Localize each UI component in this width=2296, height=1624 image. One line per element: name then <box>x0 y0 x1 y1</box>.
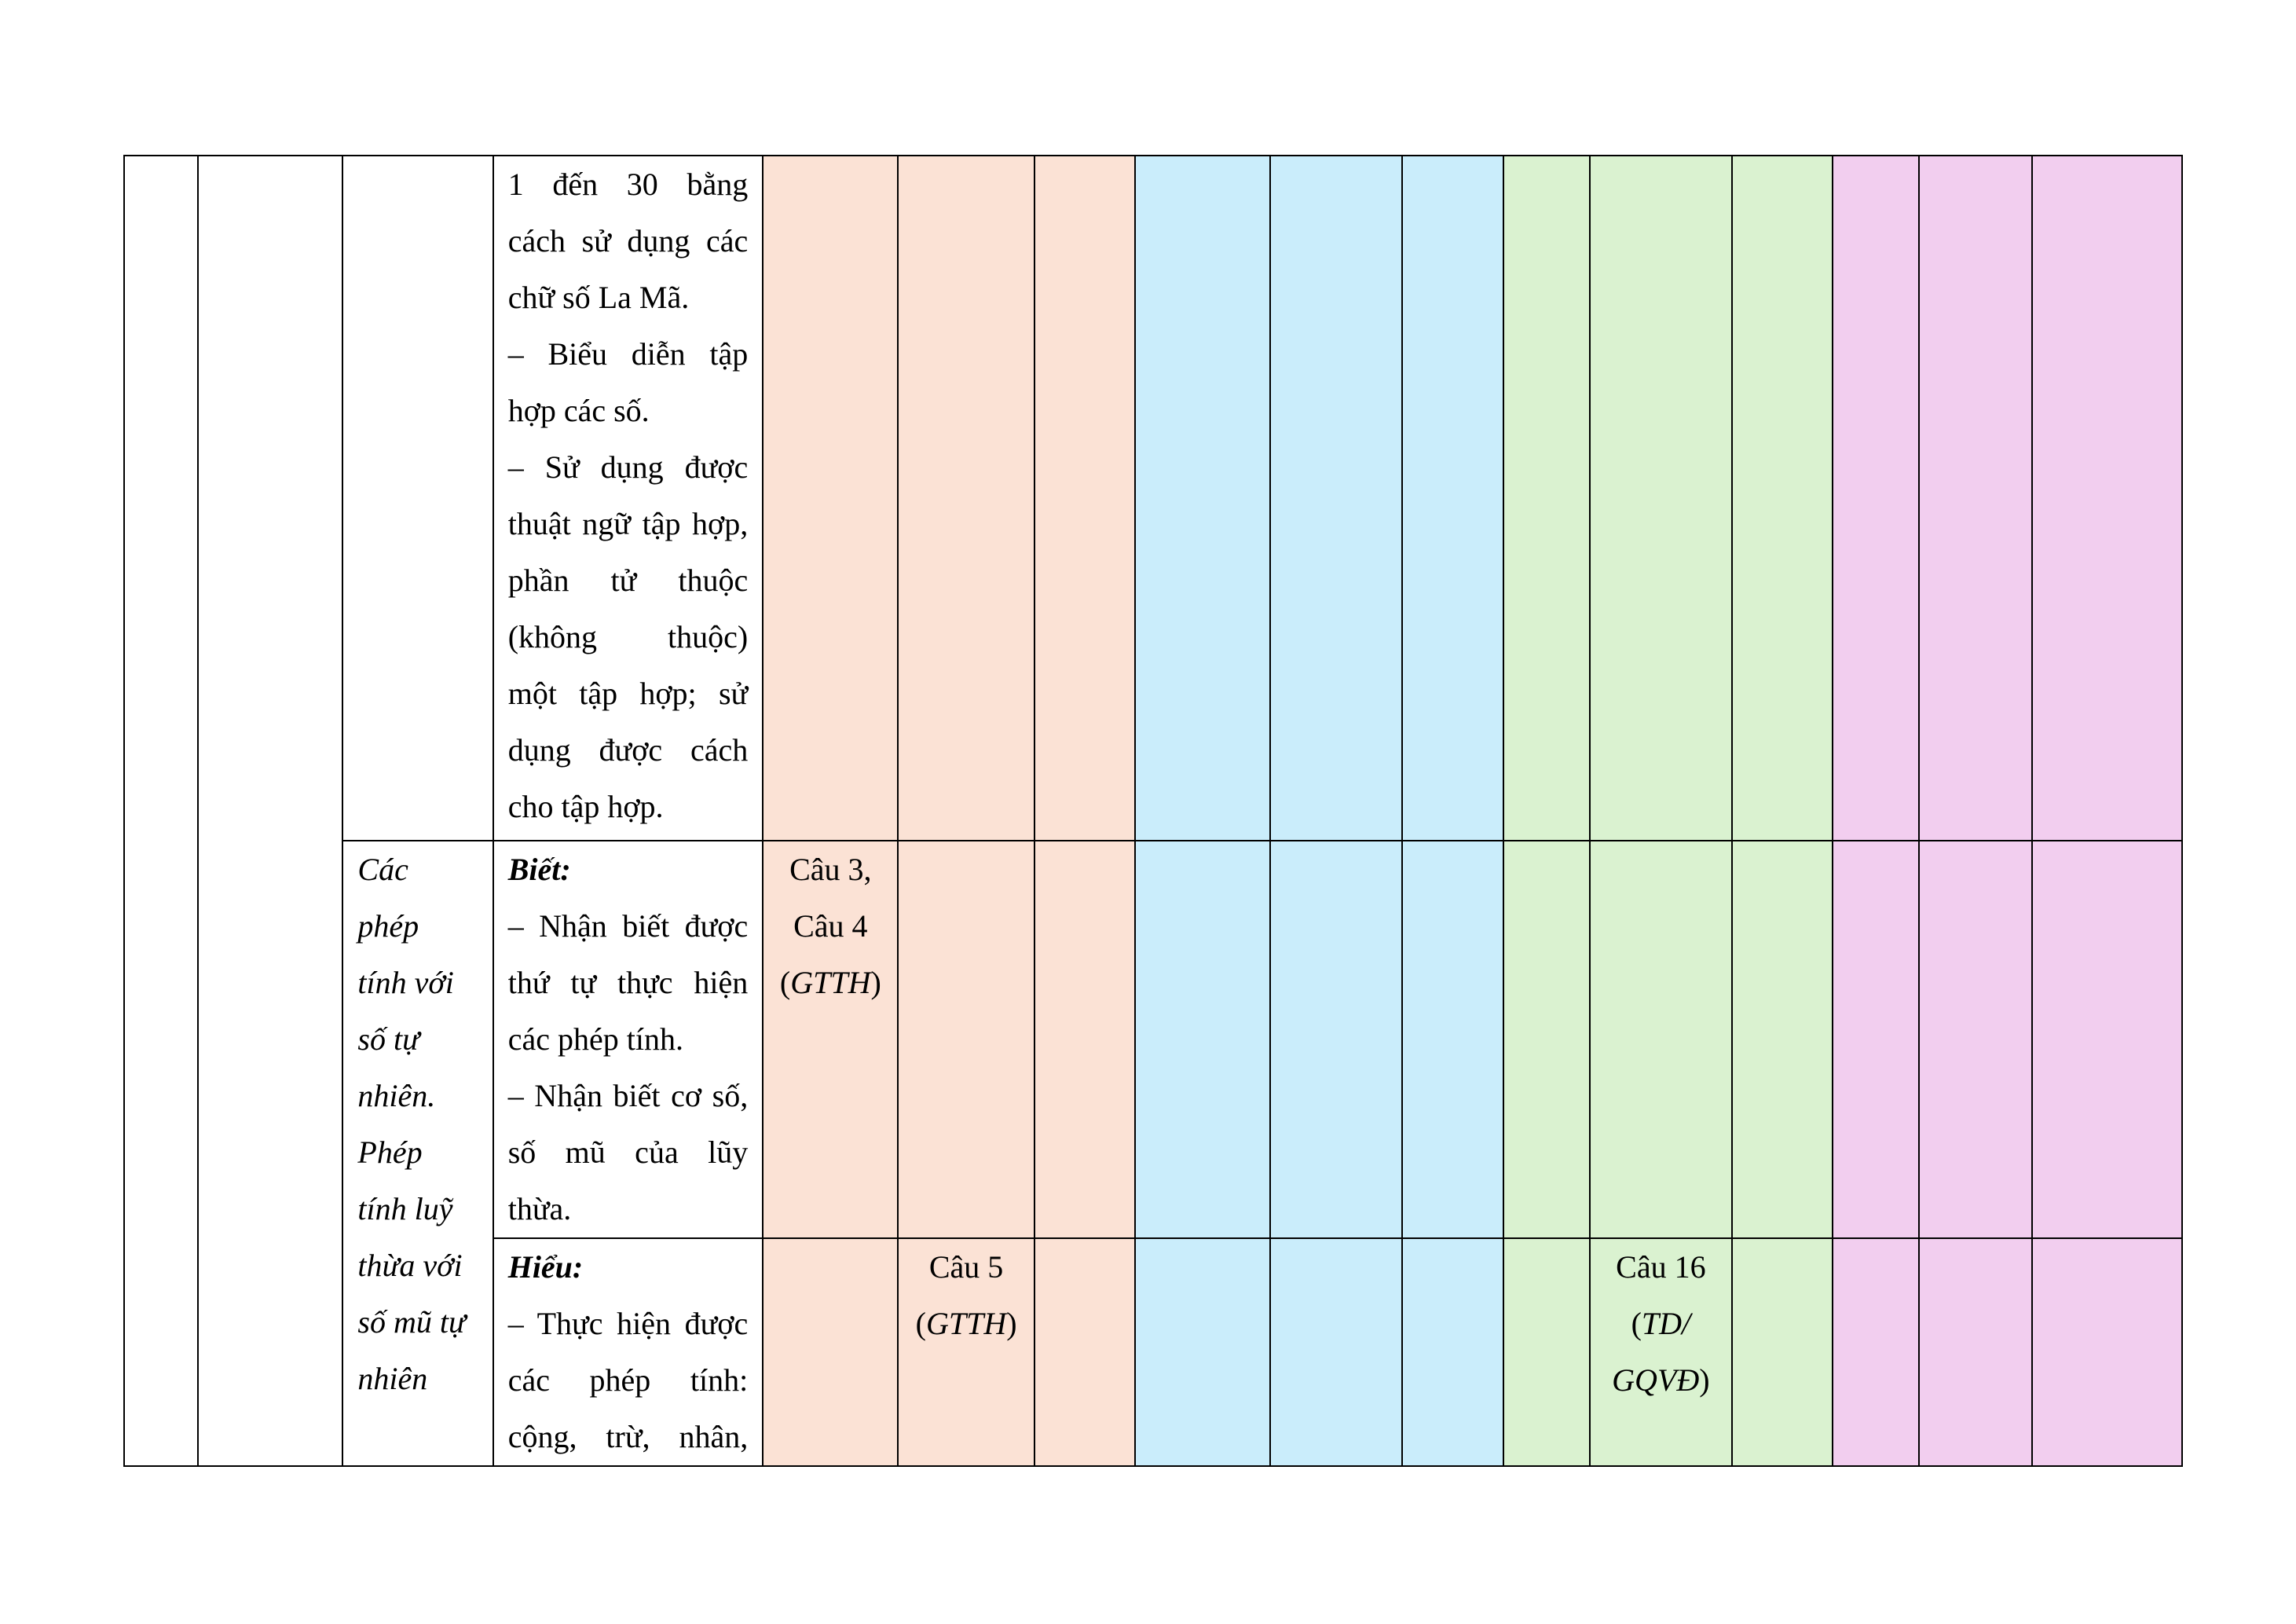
level-cell <box>2032 841 2182 1238</box>
level-cell <box>898 841 1034 1238</box>
question-cell <box>763 841 898 1238</box>
level-cell <box>1034 841 1135 1238</box>
level-cell <box>1732 1238 1833 1466</box>
content-line: cộng, trừ, nhân, <box>507 1419 749 1454</box>
question-label: Câu 16 <box>1616 1249 1706 1285</box>
level-cell <box>2032 156 2182 841</box>
level-cell <box>763 1238 898 1466</box>
content-cell <box>493 1238 764 1466</box>
table-row <box>124 841 2182 1238</box>
topic-line: phép <box>357 908 419 944</box>
content-line: – Sử dụng được <box>507 449 749 485</box>
question-cell <box>898 1238 1034 1466</box>
topic-line: tính luỹ <box>357 1191 453 1226</box>
content-line: hợp các số. <box>507 393 650 428</box>
level-cell <box>1270 841 1402 1238</box>
level-cell <box>1135 841 1270 1238</box>
level-cell <box>1919 841 2031 1238</box>
content-line: cho tập hợp. <box>507 789 664 824</box>
level-cell <box>898 156 1034 841</box>
competency-code: GQVĐ) <box>1612 1362 1710 1398</box>
level-cell <box>1833 1238 1919 1466</box>
level-cell <box>1919 1238 2031 1466</box>
level-cell <box>1833 841 1919 1238</box>
level-cell <box>1135 156 1270 841</box>
content-cell <box>493 156 764 841</box>
level-cell <box>763 156 898 841</box>
table-row <box>124 156 2182 841</box>
level-cell <box>1402 156 1503 841</box>
content-line: các phép tính. <box>507 1021 683 1057</box>
content-line: dụng được cách <box>507 732 749 768</box>
level-heading: Biết: <box>507 852 571 887</box>
level-heading: Hiểu: <box>507 1249 584 1285</box>
level-cell <box>1590 841 1732 1238</box>
topic-cell-empty <box>342 156 493 841</box>
level-cell <box>1919 156 2031 841</box>
question-label: Câu 4 <box>793 908 868 944</box>
content-line: (không thuộc) <box>507 619 749 654</box>
question-label: Câu 5 <box>928 1249 1004 1285</box>
content-line: thứ tự thực hiện <box>507 965 749 1000</box>
level-cell <box>2032 1238 2182 1466</box>
topic-cell <box>342 841 493 1466</box>
content-line: phần tử thuộc <box>507 563 749 598</box>
content-line: các phép tính: <box>507 1362 749 1398</box>
content-line: thuật ngữ tập hợp, <box>507 506 749 541</box>
content-cell <box>493 841 764 1238</box>
level-cell <box>1034 1238 1135 1466</box>
level-cell <box>1833 156 1919 841</box>
level-cell <box>1503 1238 1590 1466</box>
level-cell <box>1270 1238 1402 1466</box>
content-line: một tập hợp; sử <box>507 676 749 711</box>
content-line: thừa. <box>507 1191 572 1226</box>
content-line: cách sử dụng các <box>507 223 749 258</box>
question-label: Câu 3, <box>789 852 872 887</box>
level-cell <box>1034 156 1135 841</box>
level-cell <box>1402 1238 1503 1466</box>
topic-line: Các <box>357 852 408 887</box>
content-line: chữ số La Mã. <box>507 280 690 315</box>
topic-line: nhiên. <box>357 1078 436 1113</box>
topic-line: số tự <box>357 1021 419 1057</box>
index-cell <box>124 156 198 1466</box>
level-cell <box>1732 156 1833 841</box>
competency-code: (GTTH) <box>915 1306 1017 1341</box>
level-cell <box>1590 156 1732 841</box>
topic-line: thừa với <box>357 1248 463 1283</box>
topic-line: tính với <box>357 965 454 1000</box>
content-line: – Thực hiện được <box>507 1306 749 1341</box>
topic-lines <box>343 841 492 1407</box>
level-cell <box>1503 841 1590 1238</box>
content-line: – Nhận biết cơ số, <box>507 1078 749 1113</box>
level-cell <box>1503 156 1590 841</box>
level-cell <box>1270 156 1402 841</box>
assessment-matrix-table <box>123 155 2183 1467</box>
level-cell <box>1135 1238 1270 1466</box>
content-lines <box>494 841 763 1237</box>
content-lines <box>494 1239 763 1465</box>
level-cell <box>1732 841 1833 1238</box>
topic-line: Phép <box>357 1135 423 1170</box>
chapter-cell <box>198 156 342 1466</box>
competency-code: (GTTH) <box>779 965 881 1000</box>
competency-code: (TD/ <box>1631 1306 1691 1341</box>
content-line: 1 đến 30 bằng <box>507 167 749 202</box>
content-line: – Nhận biết được <box>507 908 749 944</box>
topic-line: số mũ tự <box>357 1304 466 1340</box>
question-cell <box>1590 1238 1732 1466</box>
level-cell <box>1402 841 1503 1238</box>
content-line: – Biểu diễn tập <box>507 336 749 372</box>
topic-line: nhiên <box>357 1361 428 1396</box>
content-lines <box>494 156 763 835</box>
content-line: số mũ của lũy <box>507 1135 749 1170</box>
